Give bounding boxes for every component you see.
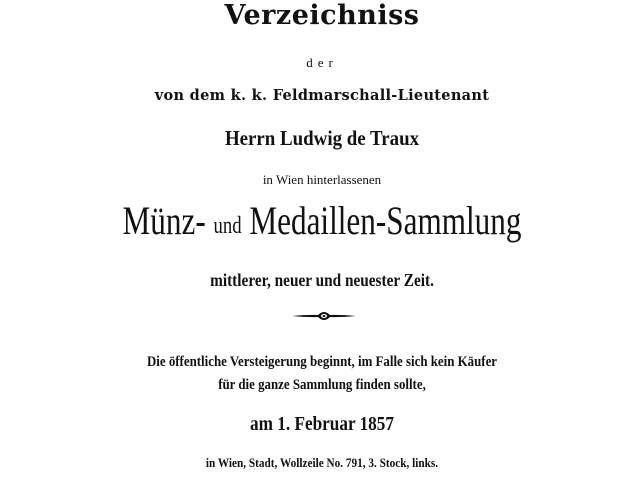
der-line: der bbox=[306, 55, 338, 70]
auction-date: am 1. Februar 1857 bbox=[250, 413, 394, 435]
document-title: Verzeichniss bbox=[224, 0, 420, 31]
collection-und: und bbox=[213, 213, 242, 239]
place-line: in Wien hinterlassenen bbox=[262, 172, 382, 187]
rank-line: von dem k. k. Feldmarschall-Lieutenant bbox=[154, 87, 490, 104]
collection-heading bbox=[71, 198, 573, 243]
auction-line-2: für die ganze Sammlung finden sollte, bbox=[218, 377, 426, 393]
divider-ornament-icon bbox=[292, 311, 356, 321]
owner-name: Herrn Ludwig de Traux bbox=[224, 126, 420, 150]
auction-line-1: Die öffentliche Versteigerung beginnt, im Falle sich kein Käufer bbox=[146, 354, 498, 370]
collection-part1: Münz- bbox=[122, 198, 206, 243]
collection-part2: Medaillen-Sammlung bbox=[249, 198, 522, 243]
period-line: mittlerer, neuer und neuester Zeit. bbox=[210, 270, 434, 290]
auction-address: in Wien, Stadt, Wollzeile No. 791, 3. Stock, links. bbox=[205, 456, 439, 470]
